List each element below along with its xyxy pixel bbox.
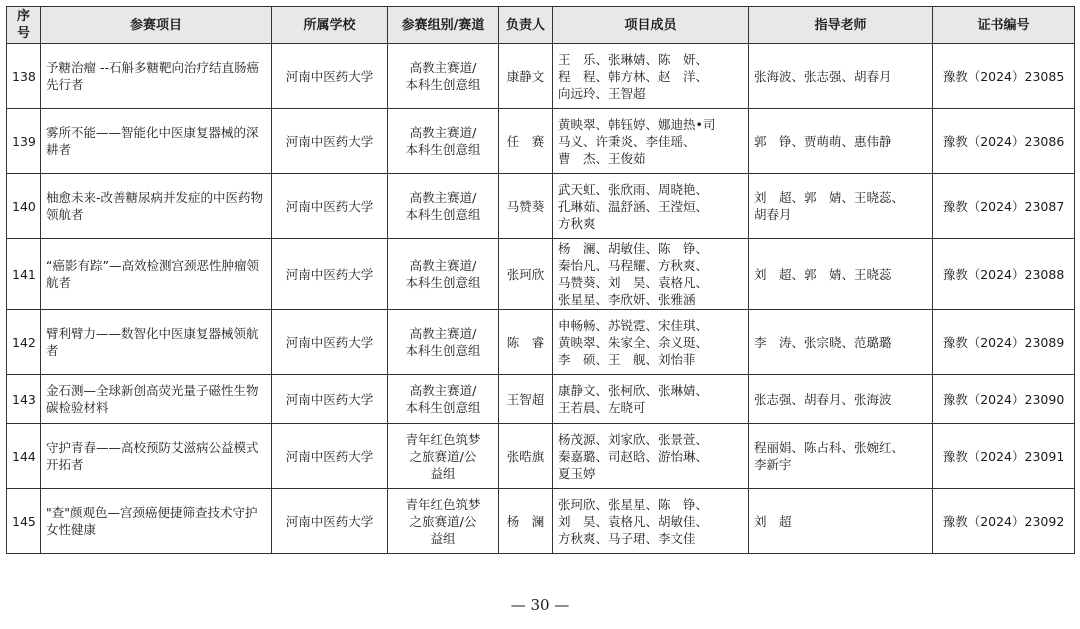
cell-track: 高教主赛道/ 本科生创意组 <box>388 109 499 174</box>
cell-leader: 马赞葵 <box>499 174 553 239</box>
cell-cert: 豫教（2024）23092 <box>933 489 1075 554</box>
table-row <box>7 375 1075 424</box>
cell-leader: 康静文 <box>499 44 553 109</box>
cell-advisors: 郭 铮、贾萌萌、惠伟静 <box>749 109 933 174</box>
table-row <box>7 310 1075 375</box>
cell-members: 杨 澜、胡敏佳、陈 铮、 秦怡凡、马程耀、方秋爽、 马赞葵、刘 昊、袁格凡、 张星星、李欣妍、张雅涵 <box>553 239 749 310</box>
cell-members: 武天虹、张欣雨、周晓艳、 孔琳茹、温舒涵、王滢烜、 方秋爽 <box>553 174 749 239</box>
cell-no: 142 <box>7 310 41 375</box>
cell-track: 高教主赛道/ 本科生创意组 <box>388 239 499 310</box>
cell-school: 河南中医药大学 <box>272 174 388 239</box>
cell-cert: 豫教（2024）23091 <box>933 424 1075 489</box>
cell-project: "查"颜观色—宫颈癌便捷筛查技术守护女性健康 <box>41 489 272 554</box>
cell-members: 杨茂源、刘家欣、张景萱、 秦嘉璐、司赵晗、游怡琳、 夏玉婷 <box>553 424 749 489</box>
cell-no: 138 <box>7 44 41 109</box>
cell-track: 高教主赛道/ 本科生创意组 <box>388 174 499 239</box>
header-project: 参赛项目 <box>41 7 272 44</box>
cell-advisors: 刘 超、郭 婧、王晓蕊 <box>749 239 933 310</box>
cell-members: 张珂欣、张星星、陈 铮、 刘 昊、袁格凡、胡敏佳、 方秋爽、马子珺、李文佳 <box>553 489 749 554</box>
cell-members: 黄映翠、韩钰婷、娜迪热•司 马义、许秉炎、李佳瑶、 曹 杰、王俊茹 <box>553 109 749 174</box>
cell-project: 金石测—全球新创高荧光量子磁性生物碳检验材料 <box>41 375 272 424</box>
cell-no: 141 <box>7 239 41 310</box>
cell-leader: 张珂欣 <box>499 239 553 310</box>
cell-advisors: 刘 超、郭 婧、王晓蕊、 胡春月 <box>749 174 933 239</box>
cell-cert: 豫教（2024）23089 <box>933 310 1075 375</box>
cell-no: 143 <box>7 375 41 424</box>
cell-no: 140 <box>7 174 41 239</box>
cell-no: 145 <box>7 489 41 554</box>
cell-school: 河南中医药大学 <box>272 375 388 424</box>
table-row <box>7 239 1075 310</box>
header-leader: 负责人 <box>499 7 553 44</box>
cell-leader: 陈 睿 <box>499 310 553 375</box>
cell-cert: 豫教（2024）23087 <box>933 174 1075 239</box>
cell-cert: 豫教（2024）23088 <box>933 239 1075 310</box>
cell-cert: 豫教（2024）23085 <box>933 44 1075 109</box>
cell-members: 王 乐、张琳婧、陈 妍、 程 程、韩方林、赵 洋、 向远玲、王智超 <box>553 44 749 109</box>
cell-leader: 杨 澜 <box>499 489 553 554</box>
table-row <box>7 174 1075 239</box>
cell-cert: 豫教（2024）23090 <box>933 375 1075 424</box>
cell-track: 高教主赛道/ 本科生创意组 <box>388 375 499 424</box>
cell-members: 康静文、张柯欣、张琳婧、 王若晨、左晓可 <box>553 375 749 424</box>
cell-track: 高教主赛道/ 本科生创意组 <box>388 310 499 375</box>
cell-school: 河南中医药大学 <box>272 239 388 310</box>
cell-leader: 王智超 <box>499 375 553 424</box>
cell-advisors: 李 涛、张宗晓、范璐璐 <box>749 310 933 375</box>
cell-advisors: 张海波、张志强、胡春月 <box>749 44 933 109</box>
table-row <box>7 109 1075 174</box>
cell-members: 申畅畅、苏锐霓、宋佳琪、 黄映翠、朱家全、余义珽、 李 硕、王 舰、刘怡菲 <box>553 310 749 375</box>
cell-track: 高教主赛道/ 本科生创意组 <box>388 44 499 109</box>
cell-leader: 任 赛 <box>499 109 553 174</box>
cell-no: 144 <box>7 424 41 489</box>
table-row <box>7 489 1075 554</box>
header-members: 项目成员 <box>553 7 749 44</box>
cell-project: “癌影有踪”—高效检测宫颈恶性肿瘤领航者 <box>41 239 272 310</box>
header-no: 序号 <box>7 7 41 44</box>
cell-project: 臂利臂力——数智化中医康复器械领航者 <box>41 310 272 375</box>
cell-project: 雾所不能——智能化中医康复器械的深耕者 <box>41 109 272 174</box>
header-school: 所属学校 <box>272 7 388 44</box>
cell-school: 河南中医药大学 <box>272 424 388 489</box>
cell-school: 河南中医药大学 <box>272 310 388 375</box>
cell-school: 河南中医药大学 <box>272 109 388 174</box>
cell-school: 河南中医药大学 <box>272 44 388 109</box>
table-row <box>7 424 1075 489</box>
header-advisors: 指导老师 <box>749 7 933 44</box>
cell-no: 139 <box>7 109 41 174</box>
header-track: 参赛组别/赛道 <box>388 7 499 44</box>
table-body <box>7 44 1075 554</box>
cell-track: 青年红色筑梦 之旅赛道/公 益组 <box>388 489 499 554</box>
header-cert: 证书编号 <box>933 7 1075 44</box>
table-row <box>7 44 1075 109</box>
table-header-row <box>7 7 1075 44</box>
cell-advisors: 张志强、胡春月、张海波 <box>749 375 933 424</box>
cell-project: 予糖治瘤 --石斛多糖靶向治疗结直肠癌先行者 <box>41 44 272 109</box>
cell-project: 柚愈未来-改善糖尿病并发症的中医药物领航者 <box>41 174 272 239</box>
cell-project: 守护青春——高校预防艾滋病公益模式开拓者 <box>41 424 272 489</box>
cell-advisors: 刘 超 <box>749 489 933 554</box>
cell-school: 河南中医药大学 <box>272 489 388 554</box>
cell-advisors: 程丽娟、陈占科、张婉红、 李新宇 <box>749 424 933 489</box>
award-table-sheet <box>6 6 1075 554</box>
cell-leader: 张晧旗 <box>499 424 553 489</box>
cell-cert: 豫教（2024）23086 <box>933 109 1075 174</box>
cell-track: 青年红色筑梦 之旅赛道/公 益组 <box>388 424 499 489</box>
page-number: — 30 — <box>510 596 570 614</box>
award-table <box>6 6 1075 554</box>
